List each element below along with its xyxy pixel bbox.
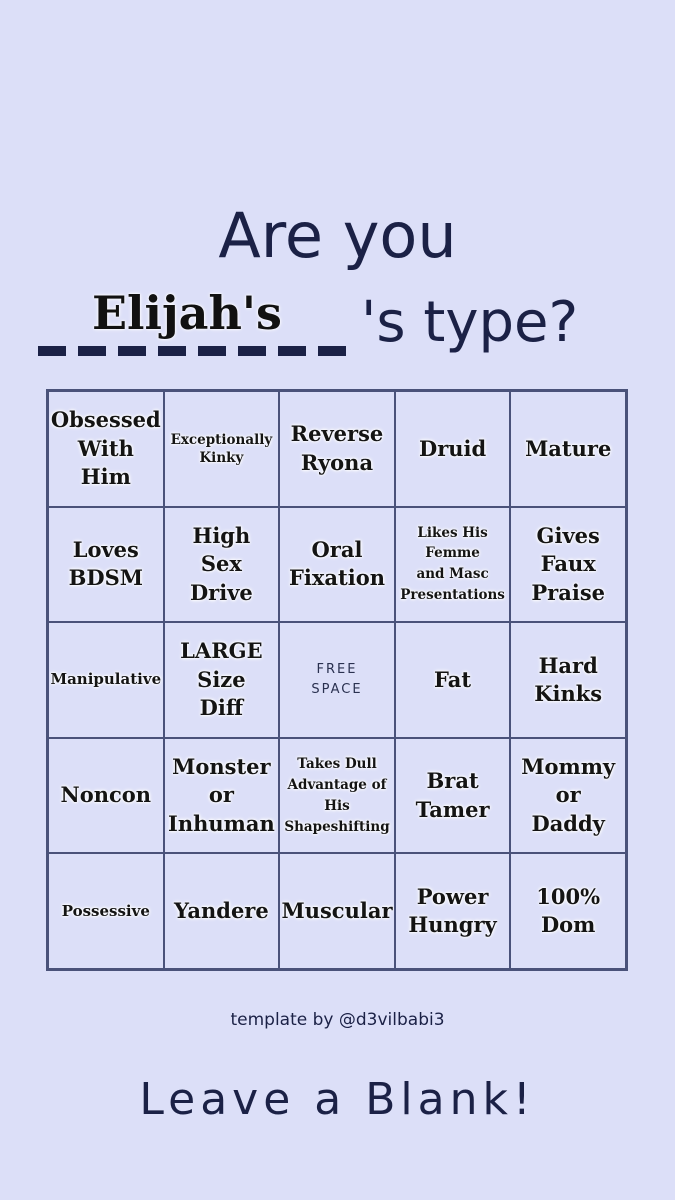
bingo-cell-loves-bdsm: Loves BDSM bbox=[48, 507, 164, 623]
name-blank-underline bbox=[38, 346, 348, 356]
bingo-cell-noncon: Noncon bbox=[48, 738, 164, 854]
bingo-cell-large-size-diff: LARGE Size Diff bbox=[164, 622, 280, 738]
bingo-cell-yandere: Yandere bbox=[164, 853, 280, 969]
bingo-cell-monster-or-inhuman: Monster or Inhuman bbox=[164, 738, 280, 854]
title-line-2 bbox=[38, 280, 638, 370]
bingo-cell-manipulative: Manipulative bbox=[48, 622, 164, 738]
bingo-cell-mature: Mature bbox=[510, 391, 626, 507]
filled-name: Elijah's bbox=[92, 286, 282, 340]
bingo-cell-high-sex-drive: High Sex Drive bbox=[164, 507, 280, 623]
bingo-cell-reverse-ryona: Reverse Ryona bbox=[279, 391, 395, 507]
bingo-cell-femme-masc: Likes His Femme and Masc Presentations bbox=[395, 507, 511, 623]
bingo-grid bbox=[46, 389, 628, 971]
bingo-cell-free-space: FREE SPACE bbox=[279, 622, 395, 738]
bingo-cell-oral-fixation: Oral Fixation bbox=[279, 507, 395, 623]
bingo-cell-shapeshifting: Takes Dull Advantage of His Shapeshifting bbox=[279, 738, 395, 854]
template-credit: template by @d3vilbabi3 bbox=[230, 1010, 445, 1030]
bingo-cell-brat-tamer: Brat Tamer bbox=[395, 738, 511, 854]
title-suffix: 's type? bbox=[361, 290, 579, 355]
title-line-1: Are you bbox=[218, 199, 457, 272]
footer-tagline: Leave a Blank! bbox=[139, 1074, 536, 1125]
bingo-cell-possessive: Possessive bbox=[48, 853, 164, 969]
bingo-cell-muscular: Muscular bbox=[279, 853, 395, 969]
bingo-cell-exceptionally-kinky: Exceptionally Kinky bbox=[164, 391, 280, 507]
bingo-cell-gives-faux-praise: Gives Faux Praise bbox=[510, 507, 626, 623]
bingo-cell-power-hungry: Power Hungry bbox=[395, 853, 511, 969]
bingo-cell-fat: Fat bbox=[395, 622, 511, 738]
bingo-cell-100-dom: 100% Dom bbox=[510, 853, 626, 969]
bingo-cell-mommy-or-daddy: Mommy or Daddy bbox=[510, 738, 626, 854]
bingo-cell-obsessed-with-him: Obsessed With Him bbox=[48, 391, 164, 507]
bingo-cell-druid: Druid bbox=[395, 391, 511, 507]
bingo-cell-hard-kinks: Hard Kinks bbox=[510, 622, 626, 738]
